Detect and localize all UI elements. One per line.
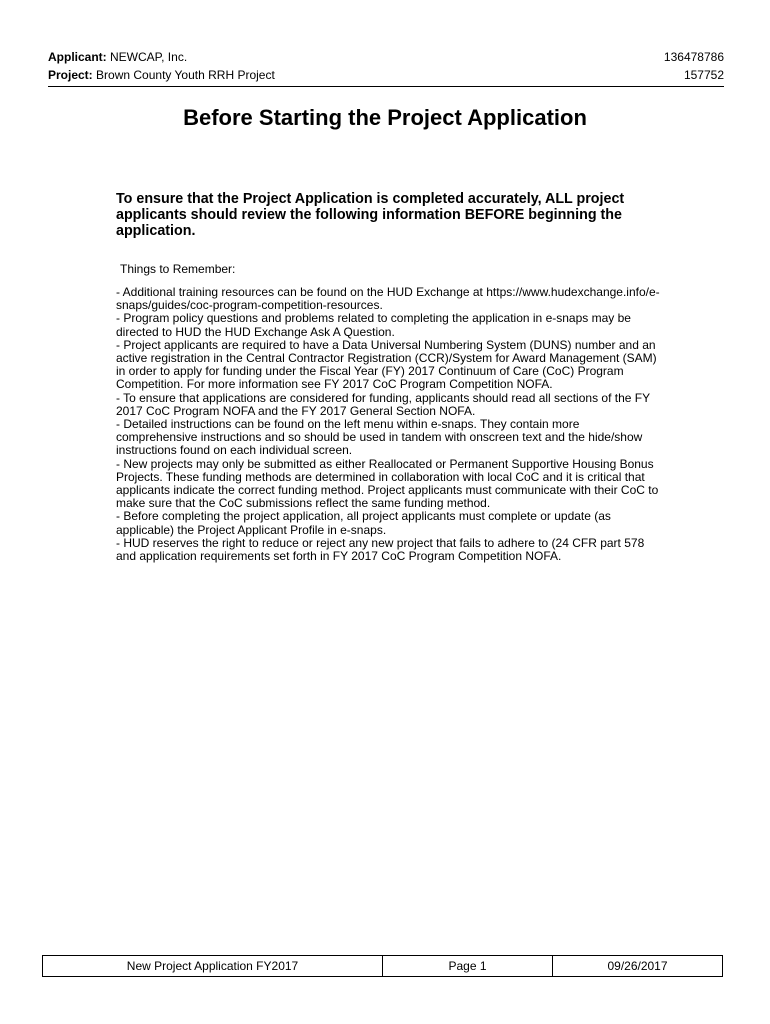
page-title: Before Starting the Project Application — [183, 105, 587, 130]
reminder-item: - New projects may only be submitted as either Reallocated or Permanent Supportive Housing Bonus Projects. These funding methods are determined in collaboration with local CoC and it is critical that applicants indicate the correct funding method. Project applicants must communicate with their CoC to make sure that the CoC submissions reflect the same funding method. — [116, 456, 659, 511]
reminder-item: - Additional training resources can be found on the HUD Exchange at https://www.hudexchange.info/e-snaps/guides/coc-program-competition-resources. — [116, 285, 660, 313]
things-heading: Things to Remember: — [120, 262, 236, 276]
intro-paragraph: To ensure that the Project Application is completed accurately, ALL project applicants should review the following information BEFORE beginning the application. — [116, 191, 625, 239]
applicant-value: NEWCAP, Inc. — [110, 50, 188, 64]
footer-form-name: New Project Application FY2017 — [43, 956, 383, 977]
reminder-item: - Program policy questions and problems related to completing the application in e-snaps may be directed to HUD the HUD Exchange Ask A Question. — [116, 311, 631, 339]
applicant-label: Applicant: — [48, 50, 107, 64]
document-header — [48, 48, 724, 84]
applicant-id: 136478786 — [663, 50, 724, 64]
reminder-item: - HUD reserves the right to reduce or reject any new project that fails to adhere to (24 CFR part 578 and application requirements set forth in FY 2017 CoC Program Competition NOFA. — [116, 535, 645, 564]
header-divider — [48, 86, 724, 87]
project-value: Brown County Youth RRH Project — [96, 68, 275, 82]
project-id: 157752 — [683, 68, 724, 82]
project-label: Project: — [48, 68, 93, 82]
applicant-row — [48, 48, 724, 66]
footer-date: 09/26/2017 — [553, 956, 723, 977]
reminder-item: - To ensure that applications are considered for funding, applicants should read all sections of the FY 2017 CoC Program NOFA and the FY 2017 General Section NOFA. — [116, 390, 650, 418]
page-footer — [42, 955, 723, 977]
reminder-item: - Project applicants are required to have a Data Universal Numbering System (DUNS) number and an active registration in the Central Contractor Registration (CCR)/System for Award Management (SAM) in order to apply for funding under the Fiscal Year (FY) 2017 Continuum of Care (CoC) Program Competition. For more information see FY 2017 CoC Program Competition NOFA. — [116, 337, 657, 392]
footer-page-number: Page 1 — [383, 956, 553, 977]
applicant-field — [48, 49, 187, 65]
reminder-list — [116, 286, 660, 563]
project-field — [48, 67, 275, 83]
footer-row — [43, 956, 723, 977]
reminder-item: - Detailed instructions can be found on the left menu within e-snaps. They contain more comprehensive instructions and so should be used in tandem with onscreen text and the hide/show instructions found on each individual screen. — [116, 417, 643, 458]
reminder-item: - Before completing the project application, all project applicants must complete or update (as applicable) the Project Applicant Profile in e-snaps. — [116, 509, 611, 537]
project-row — [48, 66, 724, 84]
